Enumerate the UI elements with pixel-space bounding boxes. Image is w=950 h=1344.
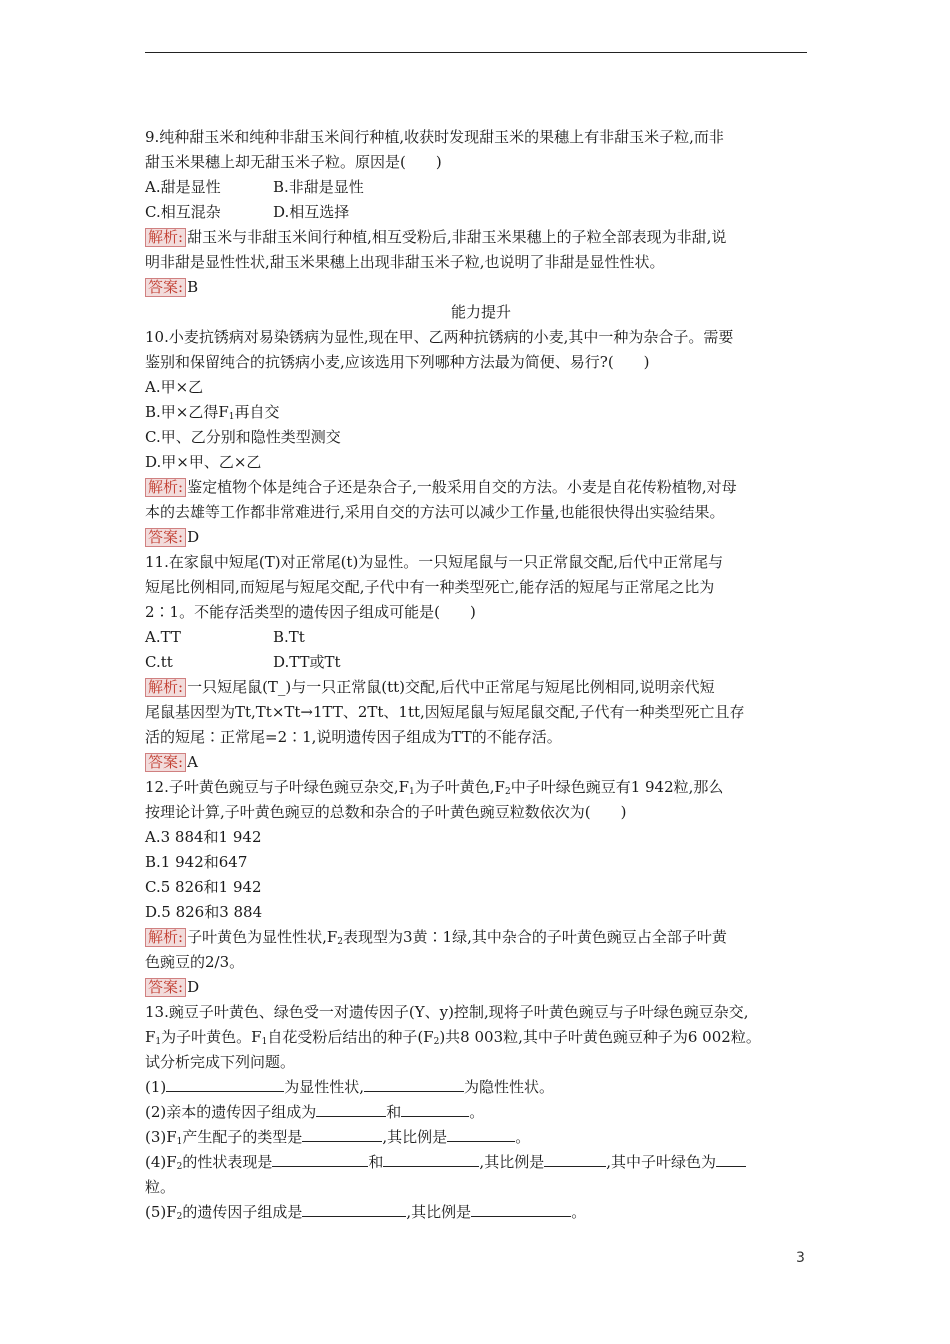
q13-p5-text-3: 。 — [571, 1203, 587, 1221]
answer-blank[interactable] — [447, 1125, 515, 1142]
answer-tag: 答案: — [145, 753, 186, 772]
q13-p2-text-2: 。 — [469, 1103, 485, 1121]
answer-blank[interactable] — [383, 1150, 479, 1167]
q11-analysis-text: 一只短尾鼠(T_)与一只正常鼠(tt)交配,后代中正常尾与短尾比例相同,说明亲代短 — [187, 678, 715, 696]
q12-answer-line — [145, 975, 817, 1000]
q11-option-b[interactable]: B.Tt — [273, 628, 305, 646]
q11-option-d[interactable]: D.TT或Tt — [273, 653, 341, 671]
answer-tag: 答案: — [145, 528, 186, 547]
q12-stem-line-2: 按理论计算,子叶黄色豌豆的总数和杂合的子叶黄色豌豆粒数依次为( ) — [145, 803, 627, 821]
q13-part-2 — [145, 1100, 817, 1125]
q13-stem-b: 为子叶黄色。F — [161, 1028, 262, 1046]
q13-part-5 — [145, 1200, 817, 1225]
q11-stem-line-1: 11.在家鼠中短尾(T)对正常尾(t)为显性。一只短尾鼠与一只正常鼠交配,后代中正常尾与 — [145, 553, 724, 571]
q9-option-a[interactable]: A.甜是显性 — [145, 178, 221, 196]
q9-option-b[interactable]: B.非甜是显性 — [273, 178, 364, 196]
q10-answer-line — [145, 525, 817, 550]
q11-analysis-line-2: 尾鼠基因型为Tt,Tt×Tt→1TT、2Tt、1tt,因短尾鼠与短尾鼠交配,子代有一种类型死亡且存 — [145, 703, 745, 721]
q12-option-c[interactable]: C.5 826和1 942 — [145, 878, 262, 896]
q12-stem-a: 12.子叶黄色豌豆与子叶绿色豌豆杂交,F — [145, 778, 410, 796]
q11-answer-line — [145, 750, 817, 775]
answer-blank[interactable] — [716, 1150, 746, 1167]
q13-stem-line-3: 试分析完成下列问题。 — [145, 1053, 296, 1071]
q13-p1-text-2: 为隐性性状。 — [464, 1078, 555, 1096]
q13-p3-text-3: 。 — [515, 1128, 531, 1146]
q10-option-b[interactable] — [145, 400, 817, 425]
q11-stem-line-3: 2∶1。不能存活类型的遗传因子组成可能是( ) — [145, 603, 476, 621]
subscript: 2 — [176, 1212, 183, 1222]
q10-answer: D — [187, 528, 200, 546]
q13-p4-label: (4)F — [145, 1153, 177, 1171]
q12-analysis-b: 表现型为3黄∶1绿,其中杂合的子叶黄色豌豆占全部子叶黄 — [342, 928, 727, 946]
q13-p4-text-2: 和 — [368, 1153, 384, 1171]
answer-blank[interactable] — [316, 1100, 386, 1117]
q13-stem-a: F — [145, 1028, 156, 1046]
q10-stem-line-2: 鉴别和保留纯合的抗锈病小麦,应该选用下列哪种方法最为简便、易行?( ) — [145, 353, 650, 371]
answer-blank[interactable] — [364, 1075, 464, 1092]
q10-analysis-line-2: 本的去雄等工作都非常难进行,采用自交的方法可以减少工作量,也能很快得出实验结果。 — [145, 503, 725, 521]
section-title: 能力提升 — [450, 303, 511, 321]
q10-option-a[interactable]: A.甲×乙 — [145, 378, 204, 396]
q12-stem-line-1 — [145, 775, 817, 800]
q13-p2-text: 和 — [386, 1103, 402, 1121]
q13-p1-label: (1) — [145, 1078, 167, 1096]
subscript: 2 — [504, 787, 511, 797]
q11-analysis-line-3: 活的短尾∶正常尾=2∶1,说明遗传因子组成为TT的不能存活。 — [145, 728, 562, 746]
q10-analysis-line-1 — [145, 475, 817, 500]
q13-p3-text: 产生配子的类型是 — [182, 1128, 303, 1146]
q9-analysis-line-1 — [145, 225, 817, 250]
q10-analysis-text: 鉴定植物个体是纯合子还是杂合子,一般采用自交的方法。小麦是自花传粉植物,对母 — [187, 478, 737, 496]
q13-stem-line-2 — [145, 1025, 817, 1050]
q11-stem-line-2: 短尾比例相同,而短尾与短尾交配,子代中有一种类型死亡,能存活的短尾与正常尾之比为 — [145, 578, 715, 596]
q9-answer: B — [187, 278, 199, 296]
q10-option-b-post: 再自交 — [234, 403, 280, 421]
q9-analysis-line-2: 明非甜是显性性状,甜玉米果穗上出现非甜玉米子粒,也说明了非甜是显性性状。 — [145, 253, 665, 271]
q13-part-4 — [145, 1150, 817, 1175]
q12-stem-b: 为子叶黄色,F — [414, 778, 505, 796]
subscript: 1 — [409, 787, 415, 797]
q11-option-a[interactable]: A.TT — [145, 628, 181, 646]
q13-p4-text-3: ,其比例是 — [479, 1153, 545, 1171]
q12-stem-c: 中子叶绿色豌豆有1 942粒,那么 — [510, 778, 724, 796]
q12-answer: D — [187, 978, 200, 996]
q13-part-4-cont: 粒。 — [145, 1178, 176, 1196]
answer-blank[interactable] — [544, 1150, 606, 1167]
q13-p4-text-4: ,其中子叶绿色为 — [606, 1153, 716, 1171]
q13-p5-text: 的遗传因子组成是 — [182, 1203, 303, 1221]
answer-tag: 答案: — [145, 278, 186, 297]
q9-stem-line-2: 甜玉米果穗上却无甜玉米子粒。原因是( ) — [145, 153, 442, 171]
q13-stem-c: 自花受粉后结出的种子(F — [267, 1028, 434, 1046]
answer-blank[interactable] — [471, 1200, 571, 1217]
answer-blank[interactable] — [166, 1075, 284, 1092]
worksheet-page — [145, 125, 817, 1225]
subscript: 1 — [176, 1137, 183, 1147]
subscript: 2 — [433, 1037, 440, 1047]
q12-option-a[interactable]: A.3 884和1 942 — [145, 828, 262, 846]
analysis-tag: 解析: — [145, 478, 186, 497]
q11-options-row-2 — [145, 650, 817, 675]
header-rule — [145, 52, 807, 53]
answer-blank[interactable] — [272, 1150, 368, 1167]
q13-p5-text-2: ,其比例是 — [406, 1203, 472, 1221]
subscript: 1 — [155, 1037, 162, 1047]
q13-p3-label: (3)F — [145, 1128, 177, 1146]
analysis-tag: 解析: — [145, 228, 186, 247]
q13-p3-text-2: ,其比例是 — [382, 1128, 448, 1146]
answer-blank[interactable] — [302, 1125, 382, 1142]
analysis-tag: 解析: — [145, 928, 186, 947]
q10-option-c[interactable]: C.甲、乙分别和隐性类型测交 — [145, 428, 341, 446]
q10-option-d[interactable]: D.甲×甲、乙×乙 — [145, 453, 262, 471]
q9-options-row-1 — [145, 175, 817, 200]
q11-option-c[interactable]: C.tt — [145, 653, 173, 671]
q9-stem-line-1: 9.纯种甜玉米和纯种非甜玉米间行种植,收获时发现甜玉米的果穗上有非甜玉米子粒,而非 — [145, 128, 724, 146]
q13-stem-line-1: 13.豌豆子叶黄色、绿色受一对遗传因子(Y、y)控制,现将子叶黄色豌豆与子叶绿色豌豆杂交, — [145, 1003, 749, 1021]
q13-part-1 — [145, 1075, 817, 1100]
page-number: 3 — [796, 1250, 805, 1266]
subscript: 2 — [337, 937, 343, 947]
q11-answer: A — [187, 753, 198, 771]
q12-option-b[interactable]: B.1 942和647 — [145, 853, 248, 871]
analysis-tag: 解析: — [145, 678, 186, 697]
q11-analysis-line-1 — [145, 675, 817, 700]
q12-option-d[interactable]: D.5 826和3 884 — [145, 903, 263, 921]
subscript: 1 — [261, 1037, 268, 1047]
q9-options-row-2 — [145, 200, 817, 225]
subscript: 2 — [176, 1162, 183, 1172]
q12-analysis-a: 子叶黄色为显性性状,F — [187, 928, 338, 946]
q13-p2-label: (2)亲本的遗传因子组成为 — [145, 1103, 317, 1121]
subscript: 1 — [228, 412, 235, 422]
answer-blank[interactable] — [401, 1100, 469, 1117]
q12-analysis-line-1 — [145, 925, 817, 950]
q10-option-b-pre: B.甲×乙得F — [145, 403, 229, 421]
q9-option-c[interactable]: C.相互混杂 — [145, 203, 221, 221]
q11-options-row-1 — [145, 625, 817, 650]
q13-part-3 — [145, 1125, 817, 1150]
answer-tag: 答案: — [145, 978, 186, 997]
q9-option-d[interactable]: D.相互选择 — [273, 203, 350, 221]
answer-blank[interactable] — [302, 1200, 406, 1217]
q13-stem-d: )共8 003粒,其中子叶黄色豌豆种子为6 002粒。 — [439, 1028, 761, 1046]
q9-analysis-text: 甜玉米与非甜玉米间行种植,相互受粉后,非甜玉米果穗上的子粒全部表现为非甜,说 — [187, 228, 727, 246]
q12-analysis-line-2: 色豌豆的2/3。 — [145, 953, 245, 971]
q9-answer-line — [145, 275, 817, 300]
q13-p1-text: 为显性性状, — [284, 1078, 365, 1096]
q13-p5-label: (5)F — [145, 1203, 177, 1221]
q13-p4-text: 的性状表现是 — [182, 1153, 273, 1171]
q10-stem-line-1: 10.小麦抗锈病对易染锈病为显性,现在甲、乙两种抗锈病的小麦,其中一种为杂合子。需要 — [145, 328, 734, 346]
